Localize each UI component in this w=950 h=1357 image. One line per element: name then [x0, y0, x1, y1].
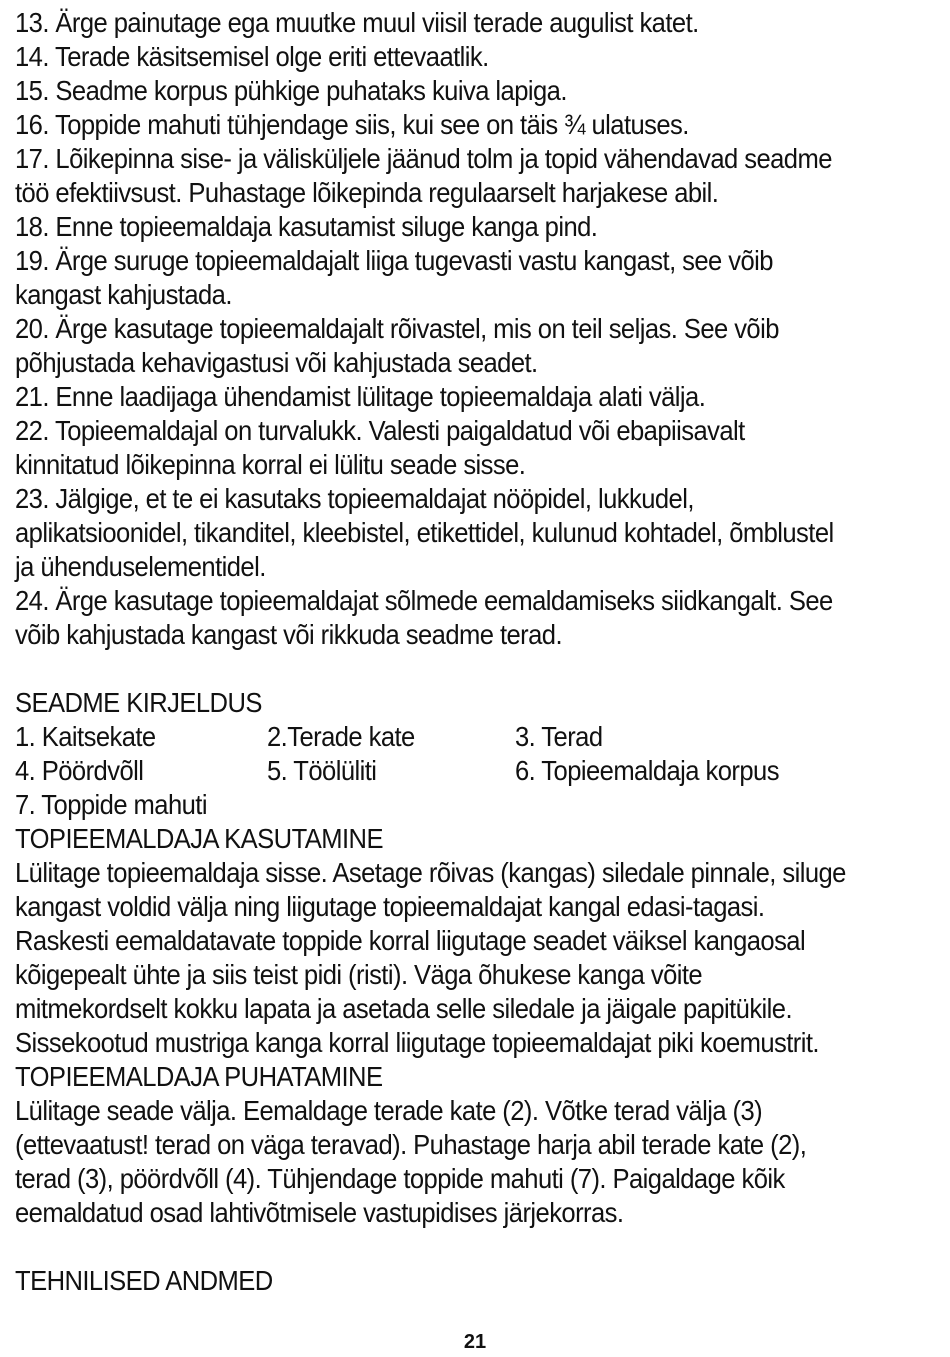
instruction-line: 20. Ärge kasutage topieemaldajalt rõivastel, mis on teil seljas. See võib [15, 313, 779, 344]
cleaning-section [15, 1060, 937, 1230]
part-label: 1. Kaitsekate [15, 721, 156, 752]
instruction-line: 17. Lõikepinna sise- ja välisküljele jäänud tolm ja topid vähendavad seadme [15, 143, 832, 174]
technical-data-section [15, 1264, 937, 1298]
section-heading: SEADME KIRJELDUS [15, 687, 262, 718]
safety-instructions [15, 6, 937, 652]
instruction-line: 24. Ärge kasutage topieemaldajat sõlmede eemaldamiseks siidkangalt. See [15, 585, 833, 616]
parts-row [15, 720, 937, 754]
paragraph-line: (ettevaatust! terad on väga teravad). Puhastage harja abil terade kate (2), [15, 1129, 807, 1160]
device-description-section [15, 686, 937, 822]
instruction-line: aplikatsioonidel, tikanditel, kleebistel, etikettidel, kulunud kohtadel, õmblustel [15, 517, 834, 548]
instruction-line: kangast kahjustada. [15, 279, 232, 310]
instruction-line: 13. Ärge painutage ega muutke muul viisil terade augulist katet. [15, 7, 699, 38]
paragraph-line: eemaldatud osad lahtivõtmisele vastupidises järjekorras. [15, 1197, 624, 1228]
part-label: 2.Terade kate [267, 721, 415, 752]
instruction-line: 14. Terade käsitsemisel olge eriti ettevaatlik. [15, 41, 489, 72]
instruction-line: 21. Enne laadijaga ühendamist lülitage topieemaldaja alati välja. [15, 381, 706, 412]
paragraph-line: Lülitage seade välja. Eemaldage terade kate (2). Võtke terad välja (3) [15, 1095, 763, 1126]
instruction-line: töö efektiivsust. Puhastage lõikepinda regulaarselt harjakese abil. [15, 177, 719, 208]
parts-row [15, 788, 937, 822]
paragraph-line: kõigepealt ühte ja siis teist pidi (risti). Väga õhukese kanga võite [15, 959, 703, 990]
spacer [15, 652, 937, 686]
paragraph-line: terad (3), pöördvõll (4). Tühjendage toppide mahuti (7). Paigaldage kõik [15, 1163, 785, 1194]
usage-section [15, 822, 937, 1060]
section-heading: TEHNILISED ANDMED [15, 1265, 273, 1296]
parts-row [15, 754, 937, 788]
instruction-line: 15. Seadme korpus pühkige puhataks kuiva lapiga. [15, 75, 567, 106]
instruction-line: võib kahjustada kangast või rikkuda seadme terad. [15, 619, 563, 650]
part-label: 3. Terad [515, 721, 603, 752]
paragraph-line: kangast voldid välja ning liigutage topieemaldajat kangal edasi-tagasi. [15, 891, 765, 922]
instruction-line: 22. Topieemaldajal on turvalukk. Valesti paigaldatud või ebapiisavalt [15, 415, 745, 446]
instruction-line: 16. Toppide mahuti tühjendage siis, kui see on täis ¾ ulatuses. [15, 109, 689, 140]
part-label: 6. Topieemaldaja korpus [515, 755, 779, 786]
page-number: 21 [463, 1331, 487, 1353]
instruction-line: põhjustada kehavigastusi või kahjustada seadet. [15, 347, 538, 378]
paragraph-line: Raskesti eemaldatavate toppide korral liigutage seadet väiksel kangaosal [15, 925, 806, 956]
instruction-line: 19. Ärge suruge topieemaldajalt liiga tugevasti vastu kangast, see võib [15, 245, 773, 276]
section-heading: TOPIEEMALDAJA KASUTAMINE [15, 823, 383, 854]
instruction-line: ja ühenduselementidel. [15, 551, 266, 582]
part-label: 5. Töölüliti [267, 755, 377, 786]
part-label: 4. Pöördvõll [15, 755, 144, 786]
part-label: 7. Toppide mahuti [15, 789, 207, 820]
paragraph-line: Lülitage topieemaldaja sisse. Asetage rõivas (kangas) siledale pinnale, siluge [15, 857, 846, 888]
instruction-line: kinnitatud lõikepinna korral ei lülitu seade sisse. [15, 449, 526, 480]
manual-page [15, 6, 937, 1298]
paragraph-line: Sissekootud mustriga kanga korral liigutage topieemaldajat piki koemustrit. [15, 1027, 819, 1058]
instruction-line: 18. Enne topieemaldaja kasutamist siluge kanga pind. [15, 211, 598, 242]
spacer [15, 1230, 937, 1264]
instruction-line: 23. Jälgige, et te ei kasutaks topieemaldajat nööpidel, lukkudel, [15, 483, 694, 514]
section-heading: TOPIEEMALDAJA PUHATAMINE [15, 1061, 383, 1092]
paragraph-line: mitmekordselt kokku lapata ja asetada selle siledale ja jäigale papitükile. [15, 993, 793, 1024]
